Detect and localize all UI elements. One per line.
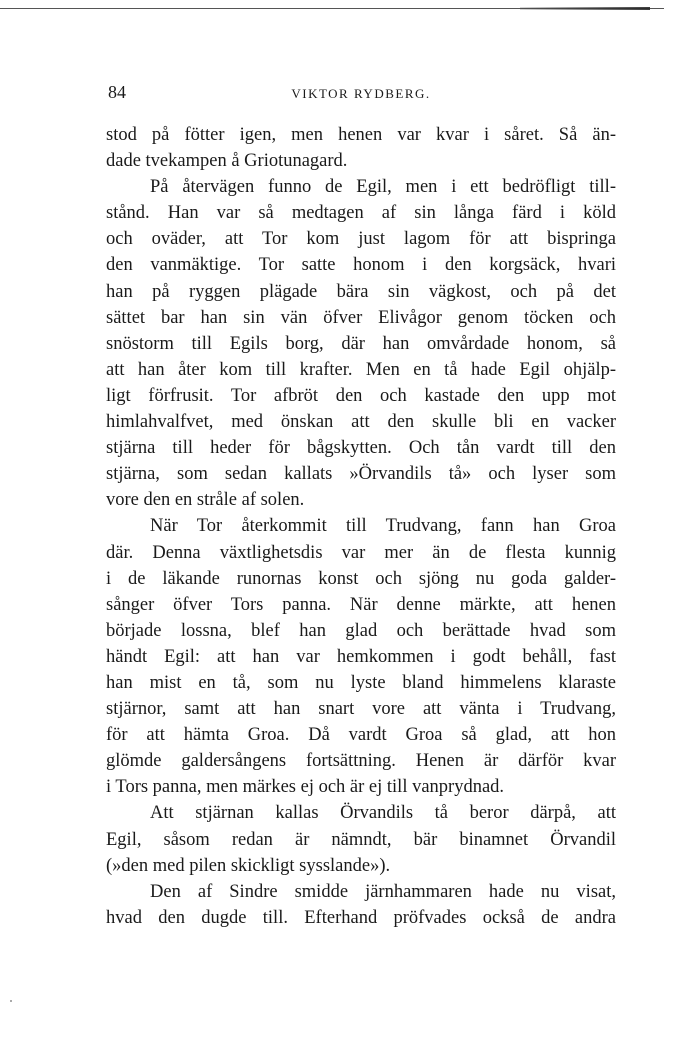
text-line: stånd. Han var så medtagen af sin långa färd i köld — [106, 203, 616, 224]
text-line: hvad den dugde till. Efterhand pröfvades också de andra — [106, 907, 616, 928]
text-line: han mist en tå, som nu lyste bland himmelens klaraste — [106, 672, 616, 693]
text-line: snöstorm till Egils borg, där han omvårdade honom, så — [106, 333, 616, 354]
text-line: sånger öfver Tors panna. När denne märkte, att henen — [106, 594, 616, 615]
text-line: att han åter kom till krafter. Men en tå hade Egil ohjälp- — [106, 359, 616, 380]
text-line: för att hämta Groa. Då vardt Groa så glad, att hon — [106, 725, 616, 746]
text-line: han på ryggen plägade bära sin vägkost, och på det — [106, 281, 616, 302]
text-line: stod på fötter igen, men henen var kvar i såret. Så än- — [106, 125, 616, 145]
text-line: stjärna, som sedan kallats »Örvandils tå» och lyser som — [106, 464, 616, 485]
text-line: stjärna till heder för bågskytten. Och tån vardt till den — [106, 438, 616, 459]
text-line: ligt förfrusit. Tor afbröt den och kastade den upp mot — [106, 385, 616, 406]
text-line: När Tor återkommit till Trudvang, fann han Groa — [150, 516, 616, 537]
top-rule-shadow — [520, 7, 650, 10]
text-line: där. Denna växtlighetsdis var mer än de flesta kunnig — [106, 542, 616, 563]
text-line: händt Egil: att han var hemkommen i godt behåll, fast — [106, 646, 616, 667]
text-line: dade tvekampen å Griotunagard. — [106, 151, 348, 172]
text-line: stjärnor, samt att han snart vore att vänta i Trudvang, — [106, 699, 616, 720]
text-line: glömde galdersångens fortsättning. Henen är därför kvar — [106, 751, 616, 772]
text-line: Egil, såsom redan är nämndt, bär binamnet Örvandil — [106, 829, 616, 850]
text-line: den vanmäktige. Tor satte honom i den korgsäck, hvari — [106, 255, 616, 276]
page-number: 84 — [108, 82, 126, 102]
text-line: På återvägen funno de Egil, men i ett bedröfligt till- — [150, 177, 616, 198]
body-text — [106, 122, 616, 931]
text-line: himlahvalfvet, med önskan att den skulle bli en vacker — [106, 412, 616, 433]
page-header — [106, 82, 616, 106]
text-line: började lossna, blef han glad och berättade hvad som — [106, 620, 616, 641]
text-line: i de läkande runornas konst och sjöng nu goda galder- — [106, 568, 616, 589]
text-line: sättet bar han sin vän öfver Elivågor genom töcken och — [106, 307, 616, 328]
text-line: Att stjärnan kallas Örvandils tå beror därpå, att — [150, 803, 616, 824]
running-head: VIKTOR RYDBERG. — [291, 86, 431, 101]
text-line: Den af Sindre smidde järnhammaren hade nu visat, — [150, 881, 616, 902]
text-line: (»den med pilen skickligt sysslande»). — [106, 855, 391, 876]
text-line: och oväder, att Tor kom just lagom för att bispringa — [106, 229, 616, 250]
text-line: vore den en stråle af solen. — [106, 490, 305, 511]
text-line: i Tors panna, men märkes ej och är ej till vanprydnad. — [106, 777, 505, 798]
paper-speck — [10, 1000, 12, 1002]
